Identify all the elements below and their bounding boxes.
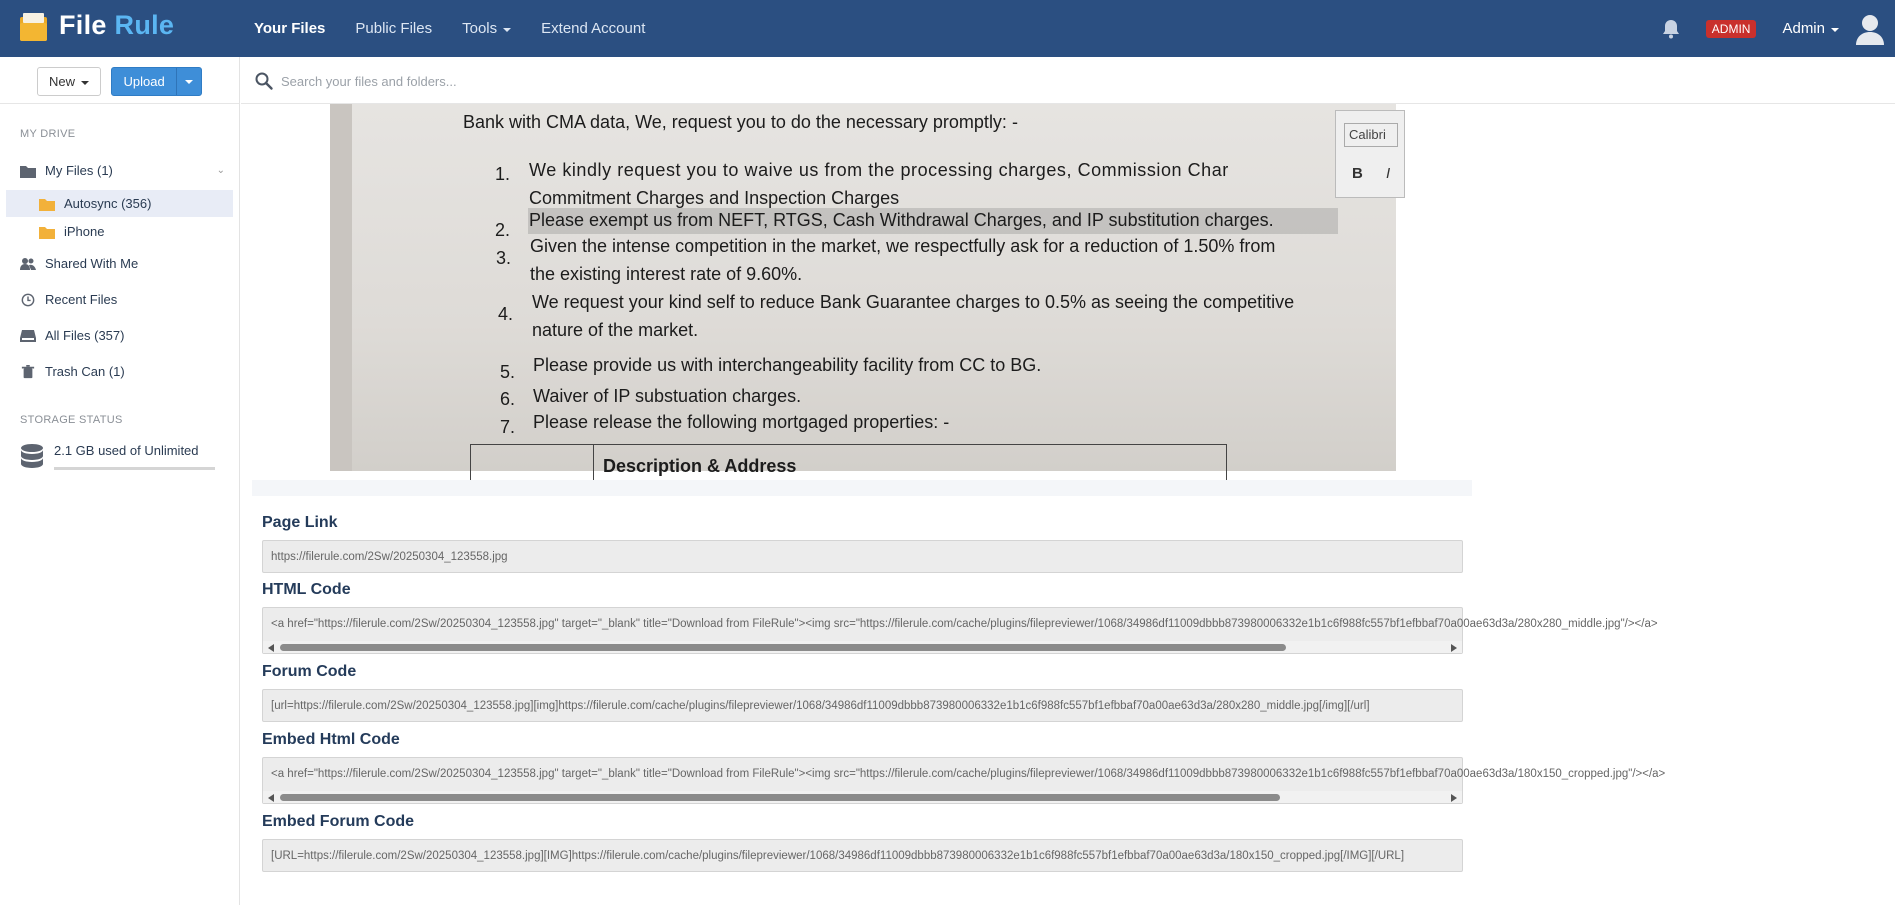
folder-icon <box>20 164 36 178</box>
storage-progress <box>54 467 215 470</box>
user-area <box>1660 0 1885 57</box>
page-link-field[interactable]: https://filerule.com/2Sw/20250304_123558.jpg <box>262 540 1463 573</box>
sidebar-item-recent[interactable]: Recent Files <box>6 286 233 313</box>
main-nav <box>254 0 675 57</box>
forum-code-field[interactable]: [url=https://filerule.com/2Sw/20250304_123558.jpg][img]https://filerule.com/cache/plugins/filepreviewer/1068/34986df11009dbbb873980006332e1b1c6f988fc557bf1efbbaf70a00ae63d3a/280x280_middle.jpg[/img][/url] <box>262 689 1463 722</box>
scrollbar-thumb[interactable] <box>280 794 1280 801</box>
caret-down-icon <box>1831 28 1839 32</box>
forum-code-title: Forum Code <box>262 663 357 680</box>
doc-text: Please release the following mortgaged properties: - <box>533 412 950 432</box>
new-button[interactable]: New <box>37 67 101 96</box>
admin-badge: ADMIN <box>1706 20 1757 38</box>
users-icon <box>20 257 36 271</box>
doc-text: Given the intense competition in the market, we respectfully ask for a reduction of 1.50% from <box>530 236 1276 256</box>
folder-icon <box>39 197 55 211</box>
html-code-field[interactable] <box>262 607 1658 654</box>
sidebar-actions <box>0 57 239 104</box>
avatar-icon[interactable] <box>1855 13 1885 45</box>
doc-number: 6. <box>500 389 516 409</box>
doc-table <box>470 444 1227 484</box>
page-link-title: Page Link <box>262 514 338 531</box>
sidebar-item-all-files[interactable]: All Files (357) <box>6 322 233 349</box>
upload-button[interactable]: Upload <box>111 67 202 96</box>
doc-table-divider <box>593 445 594 485</box>
doc-text: the existing interest rate of 9.60%. <box>530 264 803 284</box>
scroll-right-icon[interactable] <box>1451 794 1457 802</box>
my-drive-title: MY DRIVE <box>20 128 76 140</box>
doc-text: nature of the market. <box>532 320 699 340</box>
sidebar-item-trash[interactable]: Trash Can (1) <box>6 358 233 385</box>
section-divider <box>252 480 1472 496</box>
scroll-left-icon[interactable] <box>268 644 274 652</box>
upload-dropdown-toggle[interactable] <box>176 68 201 95</box>
doc-text: Waiver of IP substuation charges. <box>533 386 802 406</box>
italic-icon: I <box>1386 165 1391 182</box>
folder-logo-icon <box>20 11 47 41</box>
chevron-down-icon[interactable]: ⌄ <box>216 165 225 176</box>
doc-number: 4. <box>498 304 514 324</box>
sidebar-item-my-files[interactable]: My Files (1) ⌄ <box>6 157 233 184</box>
doc-text: Commitment Charges and Inspection Charges <box>529 188 900 208</box>
html-code-title: HTML Code <box>262 581 351 598</box>
sidebar-item-shared[interactable]: Shared With Me <box>6 250 233 277</box>
sidebar-item-autosync[interactable]: Autosync (356) <box>6 190 233 217</box>
sidebar <box>0 57 240 905</box>
sidebar-item-iphone[interactable]: iPhone <box>6 218 233 245</box>
embed-html-code-field[interactable] <box>262 757 1666 804</box>
horizontal-scrollbar[interactable] <box>263 641 1462 653</box>
nav-your-files[interactable]: Your Files <box>254 20 326 37</box>
search-icon <box>255 72 273 90</box>
font-name-box: Calibri <box>1344 123 1398 147</box>
nav-public-files[interactable]: Public Files <box>355 20 433 37</box>
horizontal-scrollbar[interactable] <box>263 791 1462 803</box>
clock-icon <box>20 293 36 307</box>
drive-icon <box>20 329 36 343</box>
doc-number: 1. <box>495 164 511 184</box>
top-navbar <box>0 0 1895 57</box>
doc-number: 5. <box>500 362 516 382</box>
search-input[interactable] <box>281 69 981 93</box>
trash-icon <box>20 365 36 379</box>
brand-logo[interactable] <box>20 10 174 41</box>
scroll-right-icon[interactable] <box>1451 644 1457 652</box>
database-icon <box>20 443 44 473</box>
brand-name: File Rule <box>59 10 175 40</box>
bold-icon: B <box>1352 165 1363 182</box>
doc-number: 3. <box>496 248 512 268</box>
embed-html-code-title: Embed Html Code <box>262 731 400 748</box>
embed-forum-code-field[interactable]: [URL=https://filerule.com/2Sw/20250304_123558.jpg][IMG]https://filerule.com/cache/plugins/filepreviewer/1068/34986df11009dbbb873980006332e1b1c6f988fc557bf1efbbaf70a00ae63d3a/180x150_cropped.jpg[/IMG][/URL] <box>262 839 1463 872</box>
nav-tools[interactable]: Tools <box>462 20 511 37</box>
user-menu[interactable]: Admin <box>1782 20 1839 37</box>
caret-down-icon <box>81 81 89 85</box>
folder-icon <box>39 225 55 239</box>
doc-text: Please provide us with interchangeability facility from CC to BG. <box>533 355 1042 375</box>
search-bar <box>241 57 1895 104</box>
doc-text: We request your kind self to reduce Bank Guarantee charges to 0.5% as seeing the competitive <box>532 292 1295 312</box>
storage-text: 2.1 GB used of Unlimited <box>54 443 199 458</box>
doc-number: 7. <box>500 417 516 437</box>
nav-extend-account[interactable]: Extend Account <box>541 20 646 37</box>
storage-status <box>20 443 199 473</box>
doc-text: Please exempt us from NEFT, RTGS, Cash Withdrawal Charges, and IP substitution charges. <box>529 210 1274 230</box>
file-preview-image <box>330 104 1396 476</box>
embed-html-code-text: <a href="https://filerule.com/2Sw/20250304_123558.jpg" target="_blank" title="Download from FileRule"><img src="https://filerule.com/cache/plugins/filepreviewer/1068/34986df11009dbbb873980006332e1b1c6f988fc557bf1efbbaf70a00ae63d3a/180x150_cropped.jpg"/></a> <box>271 768 1666 780</box>
doc-table-heading: Description & Address <box>603 456 797 476</box>
bell-icon[interactable] <box>1660 18 1682 40</box>
page-edge <box>330 104 352 471</box>
html-code-text: <a href="https://filerule.com/2Sw/20250304_123558.jpg" target="_blank" title="Download from FileRule"><img src="https://filerule.com/cache/plugins/filepreviewer/1068/34986df11009dbbb873980006332e1b1c6f988fc557bf1efbbaf70a00ae63d3a/280x280_middle.jpg"/></a> <box>271 618 1658 630</box>
caret-down-icon <box>503 28 511 32</box>
format-toolbar-popup <box>1335 110 1405 198</box>
storage-status-title: STORAGE STATUS <box>20 414 123 426</box>
caret-down-icon <box>185 80 193 84</box>
scrollbar-thumb[interactable] <box>280 644 1286 651</box>
doc-text: Bank with CMA data, We, request you to do the necessary promptly: - <box>463 112 1018 132</box>
embed-forum-code-title: Embed Forum Code <box>262 813 415 830</box>
doc-number: 2. <box>495 220 511 240</box>
doc-text: We kindly request you to waive us from the processing charges, Commission Char <box>529 160 1229 180</box>
scroll-left-icon[interactable] <box>268 794 274 802</box>
document-photo <box>330 104 1396 476</box>
